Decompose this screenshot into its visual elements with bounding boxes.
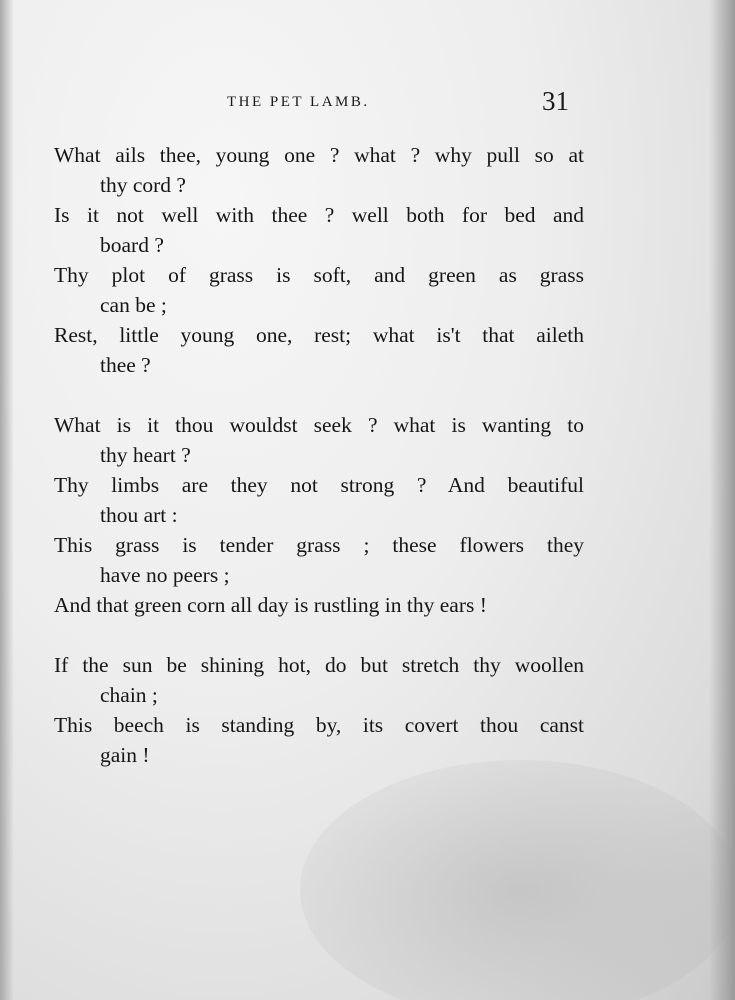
verse-line: If the sun be shining hot, do but stretch thy woollen <box>54 653 584 677</box>
verse-line-continuation: have no peers ; <box>100 563 230 587</box>
verse-line-continuation: board ? <box>100 233 164 257</box>
verse-line: Is it not well with thee ? well both for bed and <box>54 203 584 227</box>
verse-line-continuation: thee ? <box>100 353 151 377</box>
verse-line-continuation: gain ! <box>100 743 150 767</box>
page-header <box>0 86 735 122</box>
verse-line: Rest, little young one, rest; what is't that aileth <box>54 323 584 347</box>
paper-stain <box>300 760 735 1000</box>
verse-line: Thy plot of grass is soft, and green as grass <box>54 263 584 287</box>
verse-line-continuation: can be ; <box>100 293 167 317</box>
stanza <box>54 410 584 620</box>
page-number: 31 <box>542 86 569 116</box>
verse-line: Thy limbs are they not strong ? And beautiful <box>54 473 584 497</box>
stanza <box>54 650 584 770</box>
verse-line-continuation: chain ; <box>100 683 158 707</box>
poem-text <box>54 140 584 770</box>
verse-line-continuation: thy cord ? <box>100 173 186 197</box>
verse-line-continuation: thou art : <box>100 503 178 527</box>
verse-line: What is it thou wouldst seek ? what is wanting to <box>54 413 584 437</box>
verse-line: This beech is standing by, its covert thou canst <box>54 713 584 737</box>
running-head: THE PET LAMB. <box>227 94 370 110</box>
verse-line: What ails thee, young one ? what ? why pull so at <box>54 143 584 167</box>
verse-line-continuation: thy heart ? <box>100 443 191 467</box>
stanza <box>54 140 584 380</box>
verse-line: And that green corn all day is rustling in thy ears ! <box>54 593 487 617</box>
verse-line: This grass is tender grass ; these flowers they <box>54 533 584 557</box>
